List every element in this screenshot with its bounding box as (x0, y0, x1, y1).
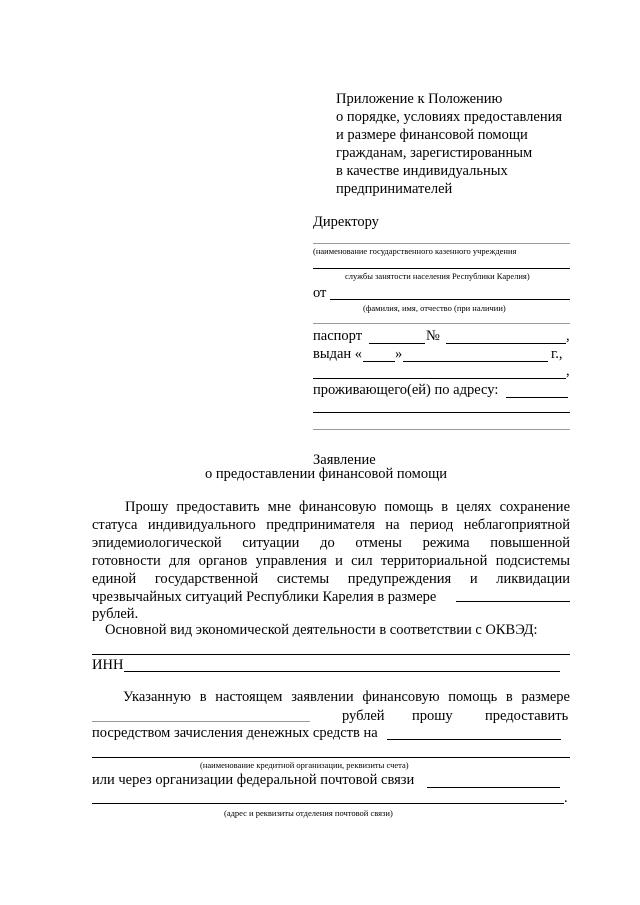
para1-line-5: единой государственной системы предупреждения и ликвидации (92, 571, 570, 587)
addressee-to: Директору (313, 214, 379, 230)
header-line-4: гражданам, зарегистированным (336, 145, 533, 161)
inn-line[interactable] (124, 671, 560, 672)
header-line-3: и размере финансовой помощи (336, 127, 528, 143)
applicant-hint: (фамилия, имя, отчество (при наличии) (363, 303, 506, 313)
number-sign: № (426, 328, 440, 344)
address-line-2[interactable] (313, 412, 570, 413)
comma-1: , (566, 328, 570, 344)
issued-label: выдан « (313, 346, 363, 362)
year-label: г., (551, 346, 563, 362)
bank-hint: (наименование кредитной организации, реквизиты счета) (200, 760, 409, 770)
post-hint: (адрес и реквизиты отделения почтовой связи) (224, 808, 393, 818)
para1-line-2: статуса индивидуального предпринимателя на период неблагоприятной (92, 517, 570, 533)
para1-line-4: готовности для органов управления и сил территориальной подсистемы (92, 553, 570, 569)
agency-name-line-2[interactable] (313, 268, 570, 269)
header-line-5: в качестве индивидуальных (336, 163, 508, 179)
para1-line-1: Прошу предоставить мне финансовую помощь в целях сохранение (125, 499, 570, 515)
post-label: или через организации федеральной почтовой связи (92, 772, 415, 788)
comma-2: , (566, 363, 570, 379)
issuer-line[interactable] (313, 378, 566, 379)
para2-give: предоставить (485, 708, 569, 724)
post-address-line[interactable] (92, 803, 564, 804)
para2-ask: прошу (412, 708, 453, 724)
passport-label: паспорт (313, 328, 363, 344)
issue-month-line[interactable] (403, 361, 548, 362)
passport-series-line[interactable] (369, 343, 425, 344)
title-line-2: о предоставлении финансовой помощи (205, 466, 447, 482)
address-line-1[interactable] (506, 397, 568, 398)
bank-details-line[interactable] (92, 757, 570, 758)
rubles-label: рублей. (92, 606, 139, 622)
applicant-name-line[interactable] (330, 299, 570, 300)
agency-hint-1: (наименование государственного казенного учреждения (313, 246, 517, 256)
transfer-label: посредством зачисления денежных средств на (92, 725, 378, 741)
address-line-3[interactable] (313, 429, 570, 430)
para1-line-3: эпидемиологической ситуации до отмены режима повышенной (92, 535, 570, 551)
para1-line-6: чрезвычайных ситуаций Республики Карелия в размере (92, 589, 437, 605)
applicant-name-line-2[interactable] (313, 323, 570, 324)
post-line[interactable] (427, 787, 560, 788)
inn-label: ИНН (92, 657, 124, 673)
para2-line-1: Указанную в настоящем заявлении финансовую помощь в размере (123, 689, 570, 705)
from-label: от (313, 285, 327, 301)
header-line-2: о порядке, условиях предоставления (336, 109, 563, 125)
okved-label: Основной вид экономической деятельности в соответствии с ОКВЭД: (105, 622, 538, 638)
amount-line[interactable] (456, 601, 570, 602)
agency-name-line[interactable] (313, 243, 570, 244)
account-line[interactable] (387, 739, 561, 740)
header-line-1: Приложение к Положению (336, 91, 503, 107)
passport-number-line[interactable] (446, 343, 566, 344)
okved-line[interactable] (92, 654, 570, 655)
title-line-1: Заявление (313, 452, 376, 468)
final-period: . (564, 790, 568, 806)
amount-line-2[interactable] (92, 721, 310, 722)
agency-hint-2: службы занятости населения Республики Карелия) (345, 271, 530, 281)
header-line-6: предпринимателей (336, 181, 453, 197)
issue-day-line[interactable] (363, 361, 395, 362)
para2-rubles: рублей (342, 708, 385, 724)
residing-label: проживающего(ей) по адресу: (313, 382, 499, 398)
quote-close: » (395, 346, 403, 362)
